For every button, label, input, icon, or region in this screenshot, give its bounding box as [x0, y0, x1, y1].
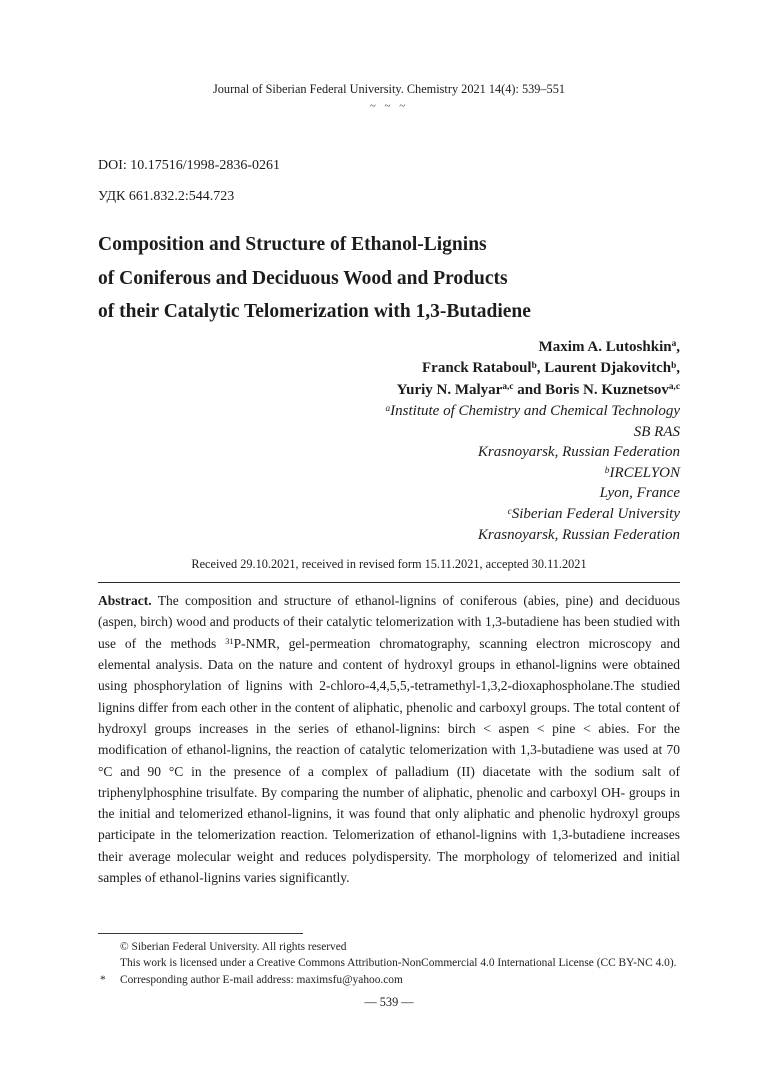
author-line: [98, 358, 680, 380]
abstract-text: [98, 593, 680, 885]
text-segment: IRCELYON: [609, 464, 680, 481]
footnote-rule: [98, 933, 303, 934]
superscript: a: [671, 339, 677, 350]
author-line: [98, 380, 680, 402]
text-segment: Institute of Chemistry and Chemical Technology: [390, 403, 680, 419]
affiliation-line: [98, 504, 680, 525]
superscript: a,c: [502, 382, 514, 393]
udk-line: УДК 661.832.2:544.723: [98, 189, 235, 204]
title-line-3: of their Catalytic Telomerization with 1,3-Butadiene: [98, 301, 531, 322]
received-dates-line: Received 29.10.2021, received in revised form 15.11.2021, accepted 30.11.2021: [191, 557, 587, 572]
author-line: [98, 337, 680, 359]
affiliation-line: [98, 401, 680, 422]
text-segment: and Boris N. Kuznetsov: [513, 381, 669, 398]
abstract-paragraph: [98, 590, 680, 888]
abstract-label: Abstract.: [98, 593, 152, 609]
text-segment: , Laurent Djakovitch: [536, 360, 672, 376]
authors-block: [98, 337, 680, 402]
page-number: — 539 —: [364, 995, 414, 1009]
superscript: b: [671, 360, 677, 371]
footnote-block: [98, 933, 680, 988]
text-segment: Siberian Federal University: [511, 505, 680, 522]
title-line-1: Composition and Structure of Ethanol-Lignins: [98, 234, 487, 255]
text-segment: P-NMR, gel-permeation chromatography, scanning electron microscopy and elemental analysis. Data on the nature and content of hydroxyl groups in ethanol-lignins were obtained using phosphorylation of lignins with 2-chloro-4,4,5,5,-tetramethyl-1,3,2-dioxaphospholane.The studied lignins differ from each other in the content of aliphatic, phenolic and carboxyl groups. The total content of hydroxyl groups increases in the series of ethanol-lignins: birch < aspen < pine < abies. For the modification of ethanol-lignins, the reaction of catalytic telomerization with 1,3-butadiene was used at 70 °C and 90 °C in the presence of a complex of palladium (II) diacetate with the sodium salt of triphenylphosphine trisulfate. By comparing the number of aliphatic, phenolic and carboxyl OH- groups in the initial and telomerized ethanol-lignins, it was found that only aliphatic and phenolic hydroxyl groups participate in the telomerization reaction. Telomerization of ethanol-lignins with 1,3-butadiene increases their average molecular weight and reduces polydispersity. The morphology of telomerized and initial samples of ethanol-lignins varies significantly.: [98, 635, 680, 886]
affiliation-line: [98, 483, 680, 504]
license-line: This work is licensed under a Creative Commons Attribution-NonCommercial 4.0 International License (CC BY-NC 4.0).: [120, 957, 677, 970]
corresponding-author-line: [98, 972, 680, 988]
superscript: a,c: [668, 382, 680, 393]
superscript: 31: [225, 636, 234, 646]
text-segment: The composition and structure of ethanol-lignins of coniferous (abies, pine) and deciduous (aspen, birch) wood and products of their catalytic telomerization with 1,3-butadiene has been studied with use of the methods: [98, 593, 680, 651]
affiliation-line: [98, 525, 680, 546]
text-segment: ,: [676, 360, 680, 376]
title-line-2: of Coniferous and Deciduous Wood and Products: [98, 267, 508, 289]
superscript: b: [604, 465, 610, 476]
affiliations-block: [98, 401, 680, 545]
affiliation-line: [98, 442, 680, 463]
text-segment: Franck Rataboul: [422, 360, 532, 376]
corresponding-author-text: Corresponding author E-mail address: maximsfu@yahoo.com: [120, 973, 403, 986]
text-segment: Maxim A. Lutoshkin: [538, 338, 672, 355]
text-segment: Lyon, France: [599, 485, 680, 502]
superscript: c: [507, 506, 512, 517]
superscript: a: [385, 403, 391, 414]
journal-header: Journal of Siberian Federal University. Chemistry 2021 14(4): 539–551: [213, 82, 565, 96]
text-segment: Krasnoyarsk, Russian Federation: [477, 444, 680, 461]
text-segment: Krasnoyarsk, Russian Federation: [477, 526, 680, 543]
article-title: [98, 228, 680, 329]
affiliation-line: [98, 422, 680, 443]
footnote-asterisk: *: [100, 973, 106, 986]
superscript: b: [531, 360, 537, 371]
text-segment: ,: [676, 338, 680, 355]
tilde-separator: ~ ~ ~: [369, 100, 409, 112]
doi-line: DOI: 10.17516/1998-2836-0261: [98, 158, 280, 173]
text-segment: SB RAS: [633, 423, 680, 440]
abstract-divider-rule: [98, 582, 680, 583]
copyright-line: © Siberian Federal University. All rights reserved: [120, 940, 347, 953]
affiliation-line: [98, 463, 680, 484]
text-segment: Yuriy N. Malyar: [396, 381, 503, 398]
